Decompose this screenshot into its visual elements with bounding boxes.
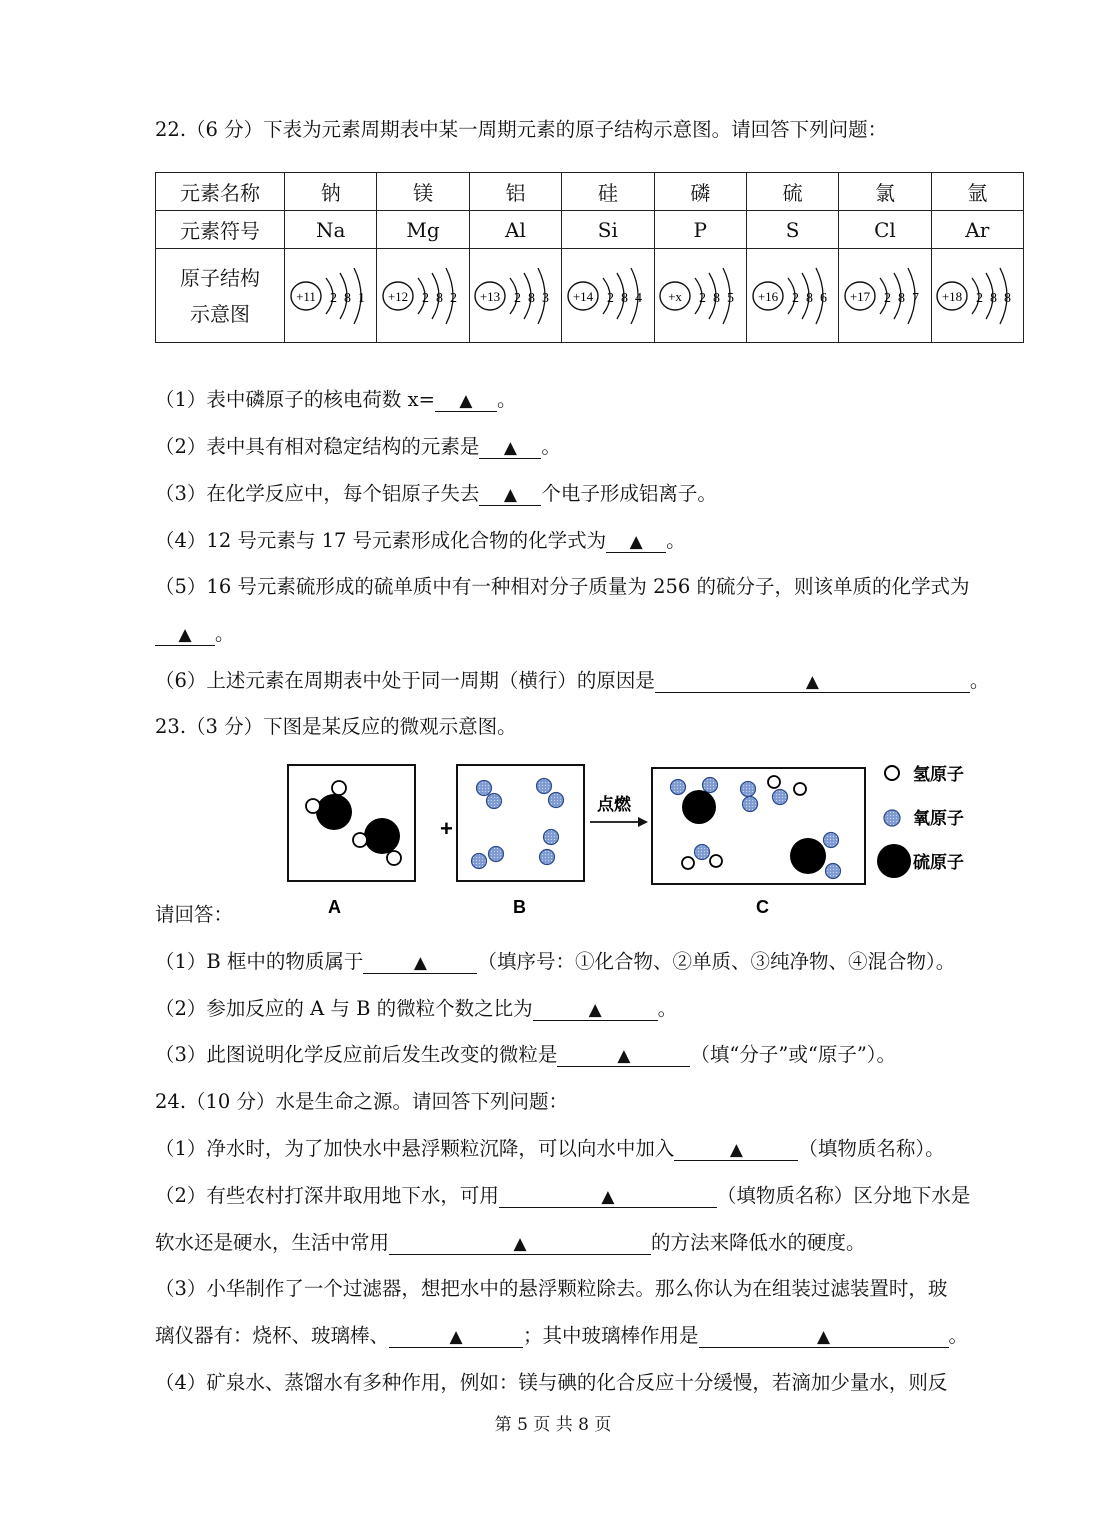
nucleus-charge: +12 — [387, 288, 409, 304]
q23-sub1-end: （填序号：①化合物、②单质、③纯净物、④混合物）。 — [477, 950, 956, 973]
shell-electron-count: 8 — [343, 290, 351, 306]
q24-sub3-text: 璃仪器有：烧杯、玻璃棒、 — [155, 1324, 390, 1347]
nucleus-charge: +14 — [572, 288, 593, 304]
answer-mark: ▲ — [816, 1327, 831, 1347]
q24-sub2b — [155, 1227, 866, 1255]
name-cell: 氯 — [839, 173, 931, 211]
label-b: B — [513, 897, 526, 917]
atom-structure-diagram — [657, 256, 743, 336]
answer-mark: ▲ — [449, 1327, 463, 1347]
answer-mark: ▲ — [629, 532, 643, 552]
answer-mark: ▲ — [601, 1187, 615, 1207]
answer-blank[interactable] — [389, 1325, 523, 1348]
answer-mark: ▲ — [805, 672, 819, 692]
q22-stem: 22.（6 分）下表为元素周期表中某一周期元素的原子结构示意图。请回答下列问题： — [155, 118, 888, 141]
shell-electron-count: 7 — [911, 290, 919, 306]
legend-hydrogen — [885, 764, 964, 785]
q23-stem: 23.（3 分）下图是某反应的微观示意图。 — [155, 715, 517, 738]
q22-sub2-end: 。 — [541, 435, 561, 458]
symbol-cell: Al — [469, 211, 561, 249]
q22-sub6-end: 。 — [969, 669, 990, 692]
q22-sub1 — [155, 384, 516, 412]
nucleus-charge: +11 — [295, 288, 316, 304]
shell-electron-count: 8 — [620, 290, 628, 306]
svg-text:硫原子: 硫原子 — [913, 853, 964, 873]
nucleus-charge: +13 — [480, 288, 501, 304]
header-atomic-structure — [156, 249, 285, 343]
answer-mark: ▲ — [503, 438, 517, 458]
q23-sub2-text: （2）参加反应的 A 与 B 的微粒个数之比为 — [155, 997, 533, 1020]
shell-electron-count: 8 — [805, 290, 813, 306]
atom-diagram-cell — [562, 249, 654, 343]
q22-sub1-end: 。 — [496, 388, 517, 411]
name-cell: 氩 — [931, 173, 1023, 211]
answer-blank[interactable] — [533, 998, 658, 1021]
o2-molecule — [537, 779, 564, 808]
o2-molecule — [741, 782, 758, 812]
row-element-name — [156, 173, 1024, 211]
header-line-1: 原子结构 — [180, 265, 260, 290]
answer-mark: ▲ — [413, 953, 427, 973]
shell-electron-count: 2 — [883, 290, 891, 306]
shell-electron-count: 2 — [606, 290, 614, 306]
answer-blank[interactable] — [699, 1325, 949, 1348]
answer-blank[interactable] — [606, 530, 666, 553]
q23-sub1 — [155, 946, 955, 974]
page-footer: 第 5 页 共 8 页 — [494, 1415, 612, 1435]
o2-molecule — [472, 847, 504, 869]
answer-mark: ▲ — [503, 485, 517, 505]
header-element-symbol: 元素符号 — [156, 211, 285, 249]
atom-structure-diagram — [565, 256, 651, 336]
shell-electron-count: 2 — [450, 290, 458, 306]
symbol-cell: P — [654, 211, 746, 249]
q22-sub4-text: （4）12 号元素与 17 号元素形成化合物的化学式为 — [155, 529, 607, 552]
answer-blank[interactable] — [499, 1185, 717, 1208]
shell-electron-count: 2 — [699, 290, 707, 306]
svg-text:氢原子: 氢原子 — [913, 765, 964, 785]
label-a: A — [328, 897, 341, 917]
o2-molecule — [477, 781, 502, 809]
q24-sub3-b — [155, 1320, 968, 1348]
q23-please: 请回答： — [155, 903, 234, 926]
q22-sub5-end: 。 — [215, 622, 235, 645]
q24-sub1 — [155, 1133, 945, 1161]
answer-mark: ▲ — [729, 1140, 743, 1160]
answer-blank[interactable] — [557, 1044, 690, 1067]
shell-electron-count: 4 — [634, 290, 642, 306]
arrow-head — [638, 817, 648, 827]
name-cell: 硫 — [746, 173, 838, 211]
shell-electron-count: 2 — [791, 290, 799, 306]
nucleus-charge: +16 — [757, 288, 778, 304]
answer-blank[interactable] — [389, 1232, 651, 1255]
shell-electron-count: 1 — [357, 290, 365, 306]
atom-diagram-cell — [377, 249, 469, 343]
answer-blank[interactable] — [479, 483, 541, 506]
shell-electron-count: 8 — [1004, 290, 1012, 306]
sulfur-atom — [790, 838, 826, 874]
atom-diagram-cell — [285, 249, 377, 343]
q22-sub2-text: （2）表中具有相对稳定结构的元素是 — [155, 435, 480, 458]
sulfur-atom — [682, 790, 716, 824]
name-cell: 镁 — [377, 173, 469, 211]
atom-diagram-cell — [469, 249, 561, 343]
label-c: C — [756, 897, 769, 917]
legend-oxygen — [884, 808, 964, 829]
atom-diagram-cell — [654, 249, 746, 343]
q24-sub1-end: （填物质名称）。 — [798, 1137, 945, 1160]
shell-electron-count: 8 — [990, 290, 998, 306]
atom-structure-diagram — [380, 256, 466, 336]
name-cell: 钠 — [285, 173, 377, 211]
q24-sub4: （4）矿泉水、蒸馏水有多种作用，例如：镁与碘的化合反应十分缓慢，若滴加少量水，则反 — [155, 1371, 948, 1394]
q24-stem: 24.（10 分）水是生命之源。请回答下列问题： — [155, 1090, 569, 1113]
atom-structure-diagram — [472, 256, 558, 336]
row-atomic-structure — [156, 249, 1024, 343]
shell-electron-count: 2 — [514, 290, 522, 306]
symbol-cell: Na — [285, 211, 377, 249]
shell-electron-count: 8 — [713, 290, 721, 306]
shell-electron-count: 8 — [436, 290, 444, 306]
atom-structure-diagram — [934, 256, 1020, 336]
answer-blank[interactable] — [479, 436, 541, 459]
svg-text:氧原子: 氧原子 — [913, 809, 964, 829]
atom-diagram-cell — [931, 249, 1023, 343]
shell-electron-count: 8 — [528, 290, 536, 306]
q23-sub2 — [155, 993, 677, 1021]
name-cell: 硅 — [562, 173, 654, 211]
q22-sub6 — [155, 665, 989, 693]
answer-blank[interactable] — [674, 1138, 798, 1161]
header-element-name: 元素名称 — [156, 173, 285, 211]
answer-blank[interactable] — [435, 389, 497, 412]
symbol-cell: Ar — [931, 211, 1023, 249]
h2s-molecule — [306, 781, 352, 830]
q22-sub4 — [155, 525, 686, 553]
nucleus-charge: +18 — [942, 288, 963, 304]
plus-sign: + — [440, 816, 453, 841]
answer-mark: ▲ — [513, 1234, 527, 1254]
answer-blank[interactable] — [155, 623, 215, 646]
header-line-2: 示意图 — [190, 301, 250, 326]
h2o-molecule — [768, 776, 806, 805]
answer-mark: ▲ — [178, 625, 192, 645]
answer-blank[interactable] — [655, 670, 970, 693]
q22-sub5: （5）16 号元素硫形成的硫单质中有一种相对分子质量为 256 的硫分子，则该单质的化学式为 — [155, 575, 970, 598]
q23-sub2-end: 。 — [657, 997, 678, 1020]
q24-sub3-mid: ；其中玻璃棒作用是 — [523, 1324, 699, 1347]
shell-electron-count: 3 — [542, 290, 550, 306]
q22-sub4-end: 。 — [666, 529, 686, 552]
answer-mark: ▲ — [617, 1046, 631, 1066]
q24-sub2 — [155, 1180, 970, 1208]
shell-electron-count: 5 — [727, 290, 735, 306]
shell-electron-count: 6 — [819, 290, 827, 306]
o2-molecule — [824, 833, 841, 879]
q23-sub1-text: （1）B 框中的物质属于 — [155, 950, 364, 973]
nucleus-charge: +x — [668, 288, 683, 304]
atom-structure-diagram — [288, 256, 374, 336]
q24-sub2-end: （填物质名称）区分地下水是 — [716, 1184, 971, 1207]
name-cell: 铝 — [469, 173, 561, 211]
atom-structure-diagram — [750, 256, 836, 336]
q23-sub3-end: （填“分子”或“原子”）。 — [690, 1043, 897, 1066]
nucleus-charge: +17 — [849, 288, 871, 304]
atom-structure-diagram — [842, 256, 928, 336]
shell-electron-count: 2 — [976, 290, 984, 306]
atom-diagram-cell — [839, 249, 931, 343]
q24-sub1-text: （1）净水时，为了加快水中悬浮颗粒沉降，可以向水中加入 — [155, 1137, 675, 1160]
arrow-label: 点燃 — [597, 795, 631, 815]
shell-electron-count: 2 — [422, 290, 430, 306]
name-cell: 磷 — [654, 173, 746, 211]
symbol-cell: Mg — [377, 211, 469, 249]
answer-mark: ▲ — [588, 1000, 602, 1020]
q24-sub2-text: （2）有些农村打深井取用地下水，可用 — [155, 1184, 499, 1207]
answer-blank[interactable] — [363, 951, 477, 974]
q22-sub3-end: 个电子形成铝离子。 — [541, 482, 717, 505]
q23-sub3-text: （3）此图说明化学反应前后发生改变的微粒是 — [155, 1043, 558, 1066]
shell-electron-count: 2 — [329, 290, 337, 306]
legend-sulfur — [877, 844, 964, 878]
q22-sub3 — [155, 478, 717, 506]
symbol-cell: Cl — [839, 211, 931, 249]
atom-diagram-cell — [746, 249, 838, 343]
q22-sub6-text: （6）上述元素在周期表中处于同一周期（横行）的原因是 — [155, 669, 655, 692]
h2o-molecule — [682, 845, 722, 870]
reaction-diagram — [280, 760, 1000, 920]
q24-sub2b-text: 软水还是硬水，生活中常用 — [155, 1231, 390, 1254]
shell-electron-count: 8 — [897, 290, 905, 306]
symbol-cell: Si — [562, 211, 654, 249]
symbol-cell: S — [746, 211, 838, 249]
q22-sub1-text: （1）表中磷原子的核电荷数 x= — [155, 388, 435, 411]
o2-molecule — [540, 830, 559, 865]
q22-sub5-answer — [155, 618, 235, 646]
q24-sub3: （3）小华制作了一个过滤器，想把水中的悬浮颗粒除去。那么你认为在组装过滤装置时，玻 — [155, 1277, 948, 1300]
q22-sub3-text: （3）在化学反应中，每个铝原子失去 — [155, 482, 480, 505]
q24-sub2b-end: 的方法来降低水的硬度。 — [651, 1231, 866, 1254]
q23-sub3 — [155, 1039, 896, 1067]
q24-sub3-end: 。 — [948, 1324, 969, 1347]
periodic-table — [155, 172, 1024, 343]
answer-mark: ▲ — [459, 391, 473, 411]
h2s-molecule — [353, 818, 401, 865]
q22-sub2 — [155, 431, 561, 459]
row-element-symbol — [156, 211, 1024, 249]
